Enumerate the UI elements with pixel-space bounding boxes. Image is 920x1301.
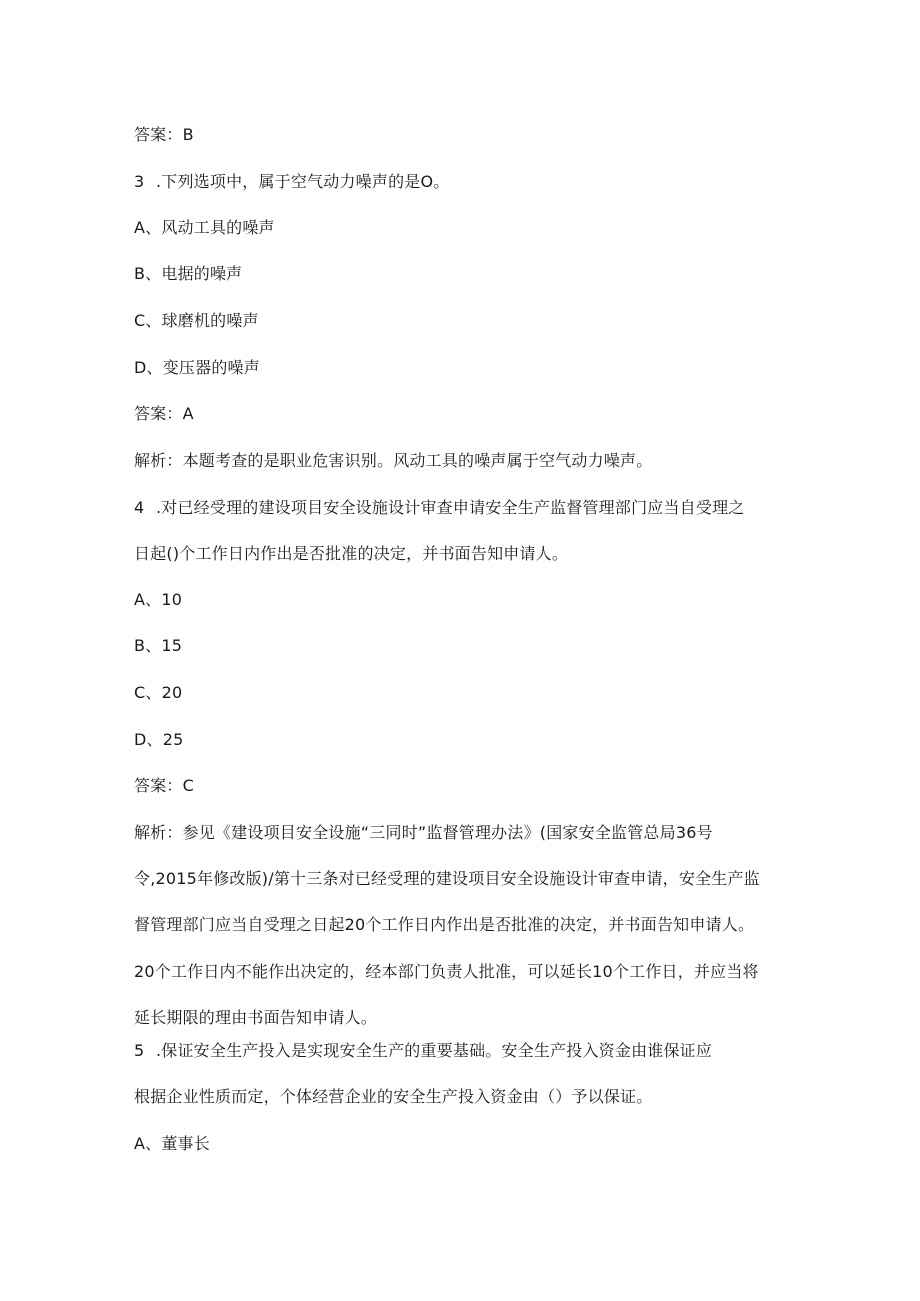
q2-answer: 答案：B (134, 125, 194, 144)
q4-option-b: B、15 (134, 636, 183, 655)
q4-analysis-line-5: 延长期限的理由书面告知申请人。 (134, 1008, 378, 1027)
q3-number: 3 (134, 172, 145, 191)
q4-analysis-line-2: 令,2015年修改版)/第十三条对已经受理的建设项目安全设施设计审查申请，安全生产监 (134, 869, 760, 888)
q4-question-line-2: 日起()个工作日内作出是否批准的决定，并书面告知申请人。 (134, 544, 569, 563)
q4-analysis-line-3: 督管理部门应当自受理之日起20个工作日内作出是否批准的决定，并书面告知申请人。 (134, 915, 755, 934)
q4-option-d: D、25 (134, 730, 184, 749)
q3-option-c: C、球磨机的噪声 (134, 311, 259, 330)
q4-option-c: C、20 (134, 683, 183, 702)
q3-option-a: A、风动工具的噪声 (134, 218, 275, 237)
q3-answer: 答案：A (134, 404, 194, 423)
q4-analysis-line-1: 解析：参见《建设项目安全设施“三同时”监督管理办法》(国家安全监管总局36号 (134, 823, 713, 842)
q3-question-text: .下列选项中，属于空气动力噪声的是O。 (156, 172, 450, 191)
q5-question-line-1 (134, 1040, 712, 1062)
q4-option-a: A、10 (134, 590, 183, 609)
q4-question-line-1 (134, 497, 745, 519)
q3-analysis: 解析：本题考查的是职业危害识别。风动工具的噪声属于空气动力噪声。 (134, 451, 653, 470)
q3-option-b: B、电据的噪声 (134, 264, 243, 283)
q5-question-text: .保证安全生产投入是实现安全生产的重要基础。安全生产投入资金由谁保证应 (156, 1041, 713, 1060)
q5-question-line-2: 根据企业性质而定，个体经营企业的安全生产投入资金由（）予以保证。 (134, 1087, 653, 1106)
q4-analysis-line-4: 20个工作日内不能作出决定的，经本部门负责人批准，可以延长10个工作日，并应当将 (134, 962, 759, 981)
q5-number: 5 (134, 1041, 145, 1060)
q4-question-text: .对已经受理的建设项目安全设施设计审查申请安全生产监督管理部门应当自受理之 (156, 498, 745, 517)
q5-option-a: A、董事长 (134, 1134, 210, 1153)
q4-number: 4 (134, 498, 145, 517)
q4-answer: 答案：C (134, 776, 194, 795)
q3-question (134, 171, 449, 193)
q3-option-d: D、变压器的噪声 (134, 358, 260, 377)
